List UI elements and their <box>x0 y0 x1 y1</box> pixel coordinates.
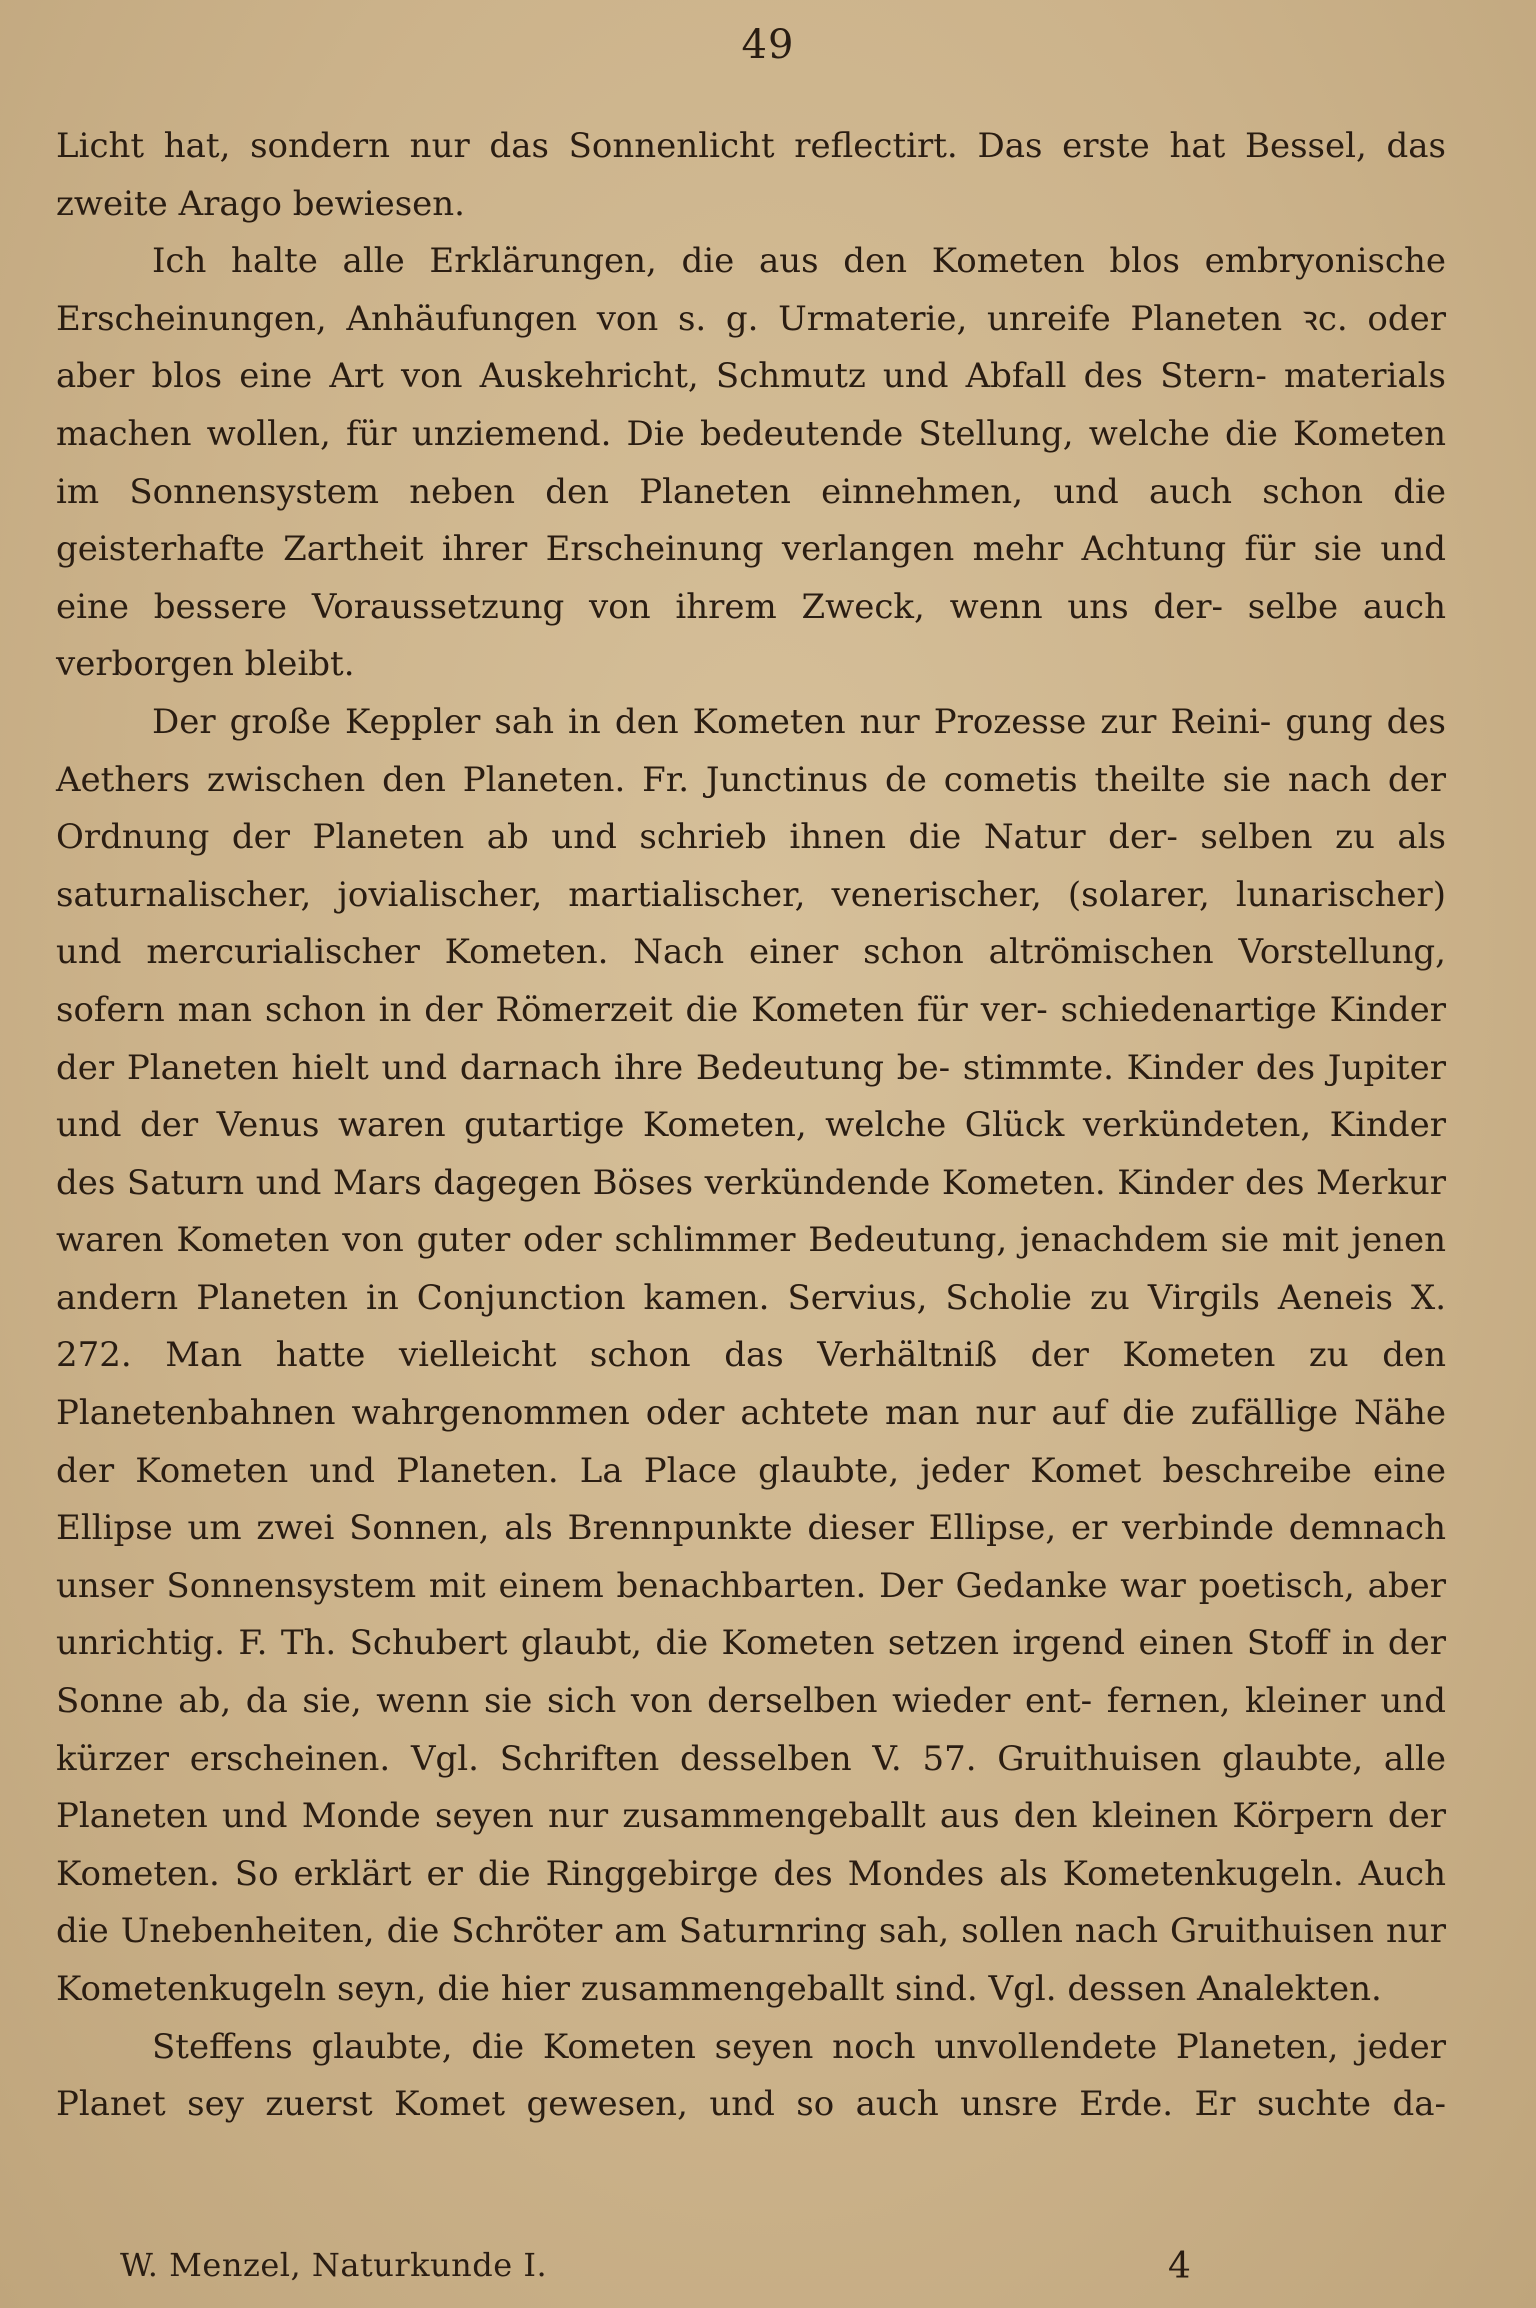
paragraph-continuation: Licht hat, sondern nur das Sonnenlicht reflectirt. Das erste hat Bessel, das zweite Arago bewiesen. <box>56 126 1446 224</box>
paragraph-explanations: Ich halte alle Erklärungen, die aus den Kometen blos embryonische Erscheinungen, Anhäufungen von s. g. Urmaterie, unreife Planeten ꝛc. oder aber blos eine Art von Auskehricht, Schmutz und Abfall des Stern- materials machen wollen, für unziemend. Die bedeutende Stellung, welche die Kometen im Sonnensystem neben den Planeten einnehmen, und auch schon die geisterhafte Zartheit ihrer Erscheinung verlangen mehr Achtung für sie und eine bessere Voraussetzung von ihrem Zweck, wenn uns der- selbe auch verborgen bleibt. <box>56 241 1446 685</box>
paragraph-steffens: Steffens glaubte, die Kometen seyen noch unvollendete Planeten, jeder Planet sey zuerst Komet gewesen, und so auch unsre Erde. Er suchte da- <box>56 2026 1446 2125</box>
footer-signature: W. Menzel, Naturkunde I. <box>120 2246 548 2284</box>
paragraph-keppler: Der große Keppler sah in den Kometen nur Prozesse zur Reini- gung des Aethers zwischen den Planeten. Fr. Junctinus de cometis theilte sie nach der Ordnung der Planeten ab und schrieb ihnen die Natur der- selben zu als saturnalischer, jovialischer, martialischer, venerischer, (solarer, lunarischer) und mercurialischer Kometen. Nach einer schon altrömischen Vorstellung, sofern man schon in der Römerzeit die Kometen für ver- schiedenartige Kinder der Planeten hielt und darnach ihre Bedeutung be- stimmte. Kinder des Jupiter und der Venus waren gutartige Kometen, welche Glück verkündeten, Kinder des Saturn und Mars dagegen Böses verkündende Kometen. Kinder des Merkur waren Kometen von guter oder schlimmer Bedeutung, jenachdem sie mit jenen andern Planeten in Conjunction kamen. Servius, Scholie zu Virgils Aeneis X. 272. Man hatte vielleicht schon das Verhältniß der Kometen zu den Planetenbahnen wahrgenommen oder achtete man nur auf die zufällige Nähe der Kometen und Planeten. La Place glaubte, jeder Komet beschreibe eine Ellipse um zwei Sonnen, als Brennpunkte dieser Ellipse, er verbinde demnach unser Sonnensystem mit einem benachbarten. Der Gedanke war poetisch, aber unrichtig. F. Th. Schubert glaubt, die Kometen setzen irgend einen Stoff in der Sonne ab, da sie, wenn sie sich von derselben wieder ent- fernen, kleiner und kürzer erscheinen. Vgl. Schriften desselben V. 57. Gruithuisen glaubte, alle Planeten und Monde seyen nur zusammengeballt aus den kleinen Körpern der Kometen. So erklärt er die Ringgebirge des Mondes als Kometenkugeln. Auch die Unebenheiten, die Schröter am Saturnring sah, sollen nach Gruithuisen nur Kometenkugeln seyn, die hier zusammengeballt sind. Vgl. dessen Analekten. <box>56 701 1446 2009</box>
body-text <box>56 118 1446 2134</box>
page-number: 49 <box>741 22 795 68</box>
footer-sheet-number: 4 <box>1168 2246 1191 2287</box>
